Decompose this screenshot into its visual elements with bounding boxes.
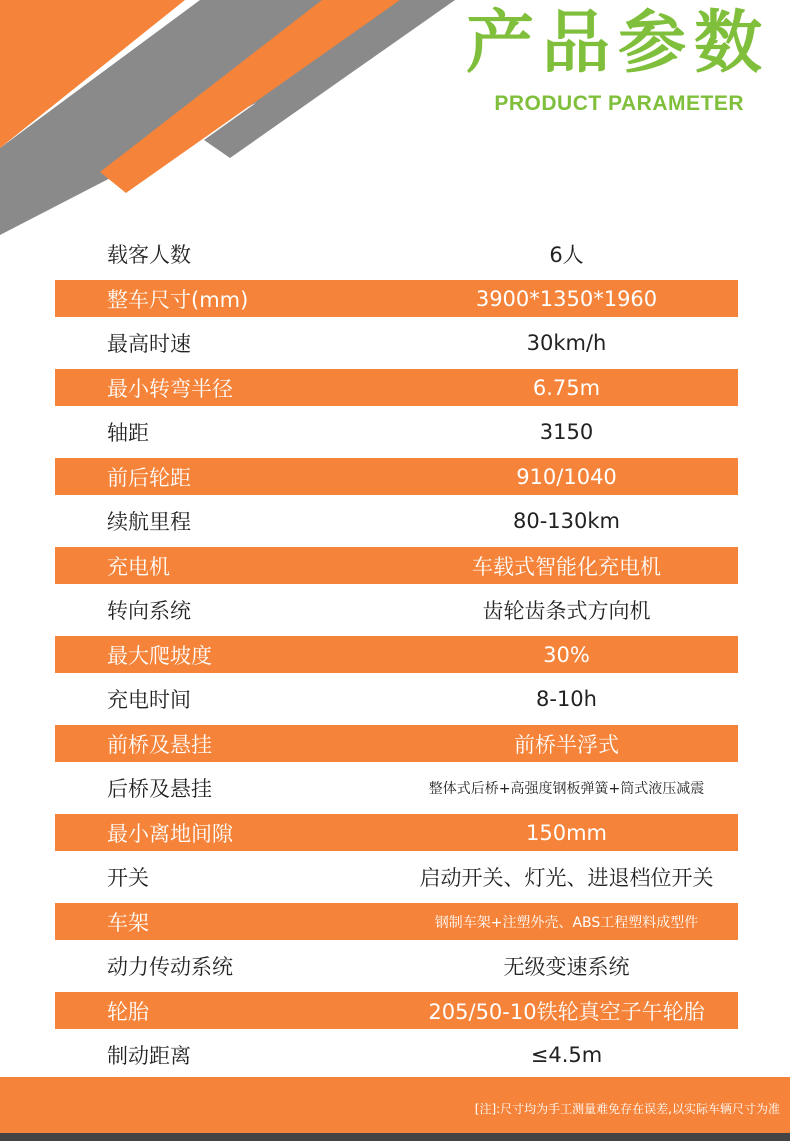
param-label: 充电机 xyxy=(107,554,170,579)
param-row xyxy=(55,766,738,811)
param-row-highlight xyxy=(55,547,738,584)
param-row-highlight xyxy=(55,814,738,851)
param-label: 动力传动系统 xyxy=(107,955,233,980)
param-value: 前桥半浮式 xyxy=(514,732,619,757)
parameter-table xyxy=(55,232,738,1078)
param-row-highlight xyxy=(55,636,738,673)
param-label: 前后轮距 xyxy=(107,465,191,490)
param-row-highlight xyxy=(55,725,738,762)
param-value: 钢制车架+注塑外壳、ABS工程塑料成型件 xyxy=(434,914,699,931)
param-row-highlight xyxy=(55,903,738,940)
param-label: 最高时速 xyxy=(107,332,191,357)
param-row xyxy=(55,588,738,633)
param-label: 开关 xyxy=(107,866,149,891)
param-label: 轮胎 xyxy=(107,999,149,1024)
header-decoration xyxy=(0,0,470,240)
bottom-strip xyxy=(0,1133,790,1141)
param-value: 3150 xyxy=(539,420,594,445)
param-row xyxy=(55,499,738,544)
param-value: 齿轮齿条式方向机 xyxy=(482,599,651,624)
footer-note: [注]:尺寸均为手工测量难免存在误差,以实际车辆尺寸为准 xyxy=(474,1102,780,1116)
param-row-highlight xyxy=(55,369,738,406)
param-label: 前桥及悬挂 xyxy=(107,732,212,757)
param-label: 最大爬坡度 xyxy=(107,643,212,668)
param-label: 充电时间 xyxy=(107,688,191,713)
param-label: 转向系统 xyxy=(107,599,191,624)
param-value: 8-10h xyxy=(536,687,597,712)
param-value: 150mm xyxy=(526,820,607,845)
param-row xyxy=(55,410,738,455)
param-row-highlight xyxy=(55,458,738,495)
param-label: 制动距离 xyxy=(107,1044,191,1069)
param-value: 无级变速系统 xyxy=(503,955,630,980)
param-row xyxy=(55,944,738,989)
param-value: 205/50-10铁轮真空子午轮胎 xyxy=(428,999,705,1024)
param-row xyxy=(55,232,738,277)
param-value: 启动开关、灯光、进退档位开关 xyxy=(419,866,714,891)
param-label: 最小离地间隙 xyxy=(107,821,233,846)
param-row xyxy=(55,855,738,900)
param-row xyxy=(55,1033,738,1078)
param-value: 80-130km xyxy=(513,509,620,534)
param-row-highlight xyxy=(55,280,738,317)
param-label: 车架 xyxy=(107,910,149,935)
param-value: 整体式后桥+高强度钢板弹簧+筒式液压减震 xyxy=(428,781,705,798)
param-label: 续航里程 xyxy=(107,510,191,535)
param-value: 3900*1350*1960 xyxy=(475,286,658,311)
param-value: 车载式智能化充电机 xyxy=(472,554,661,579)
page-title: 产品参数 xyxy=(465,4,770,83)
param-value: 30km/h xyxy=(526,331,607,356)
param-row-highlight xyxy=(55,992,738,1029)
page-subtitle: PRODUCT PARAMETER xyxy=(494,92,744,115)
param-row xyxy=(55,677,738,722)
param-value: 6人 xyxy=(549,243,584,268)
param-value: 30% xyxy=(543,642,590,667)
param-value: 6.75m xyxy=(532,375,601,400)
param-label: 后桥及悬挂 xyxy=(107,777,212,802)
param-row xyxy=(55,321,738,366)
param-value: 910/1040 xyxy=(516,464,617,489)
param-label: 最小转弯半径 xyxy=(107,376,233,401)
param-label: 整车尺寸(mm) xyxy=(107,287,249,312)
param-value: ≤4.5m xyxy=(530,1043,603,1068)
param-label: 轴距 xyxy=(107,421,149,446)
param-label: 载客人数 xyxy=(107,243,191,268)
